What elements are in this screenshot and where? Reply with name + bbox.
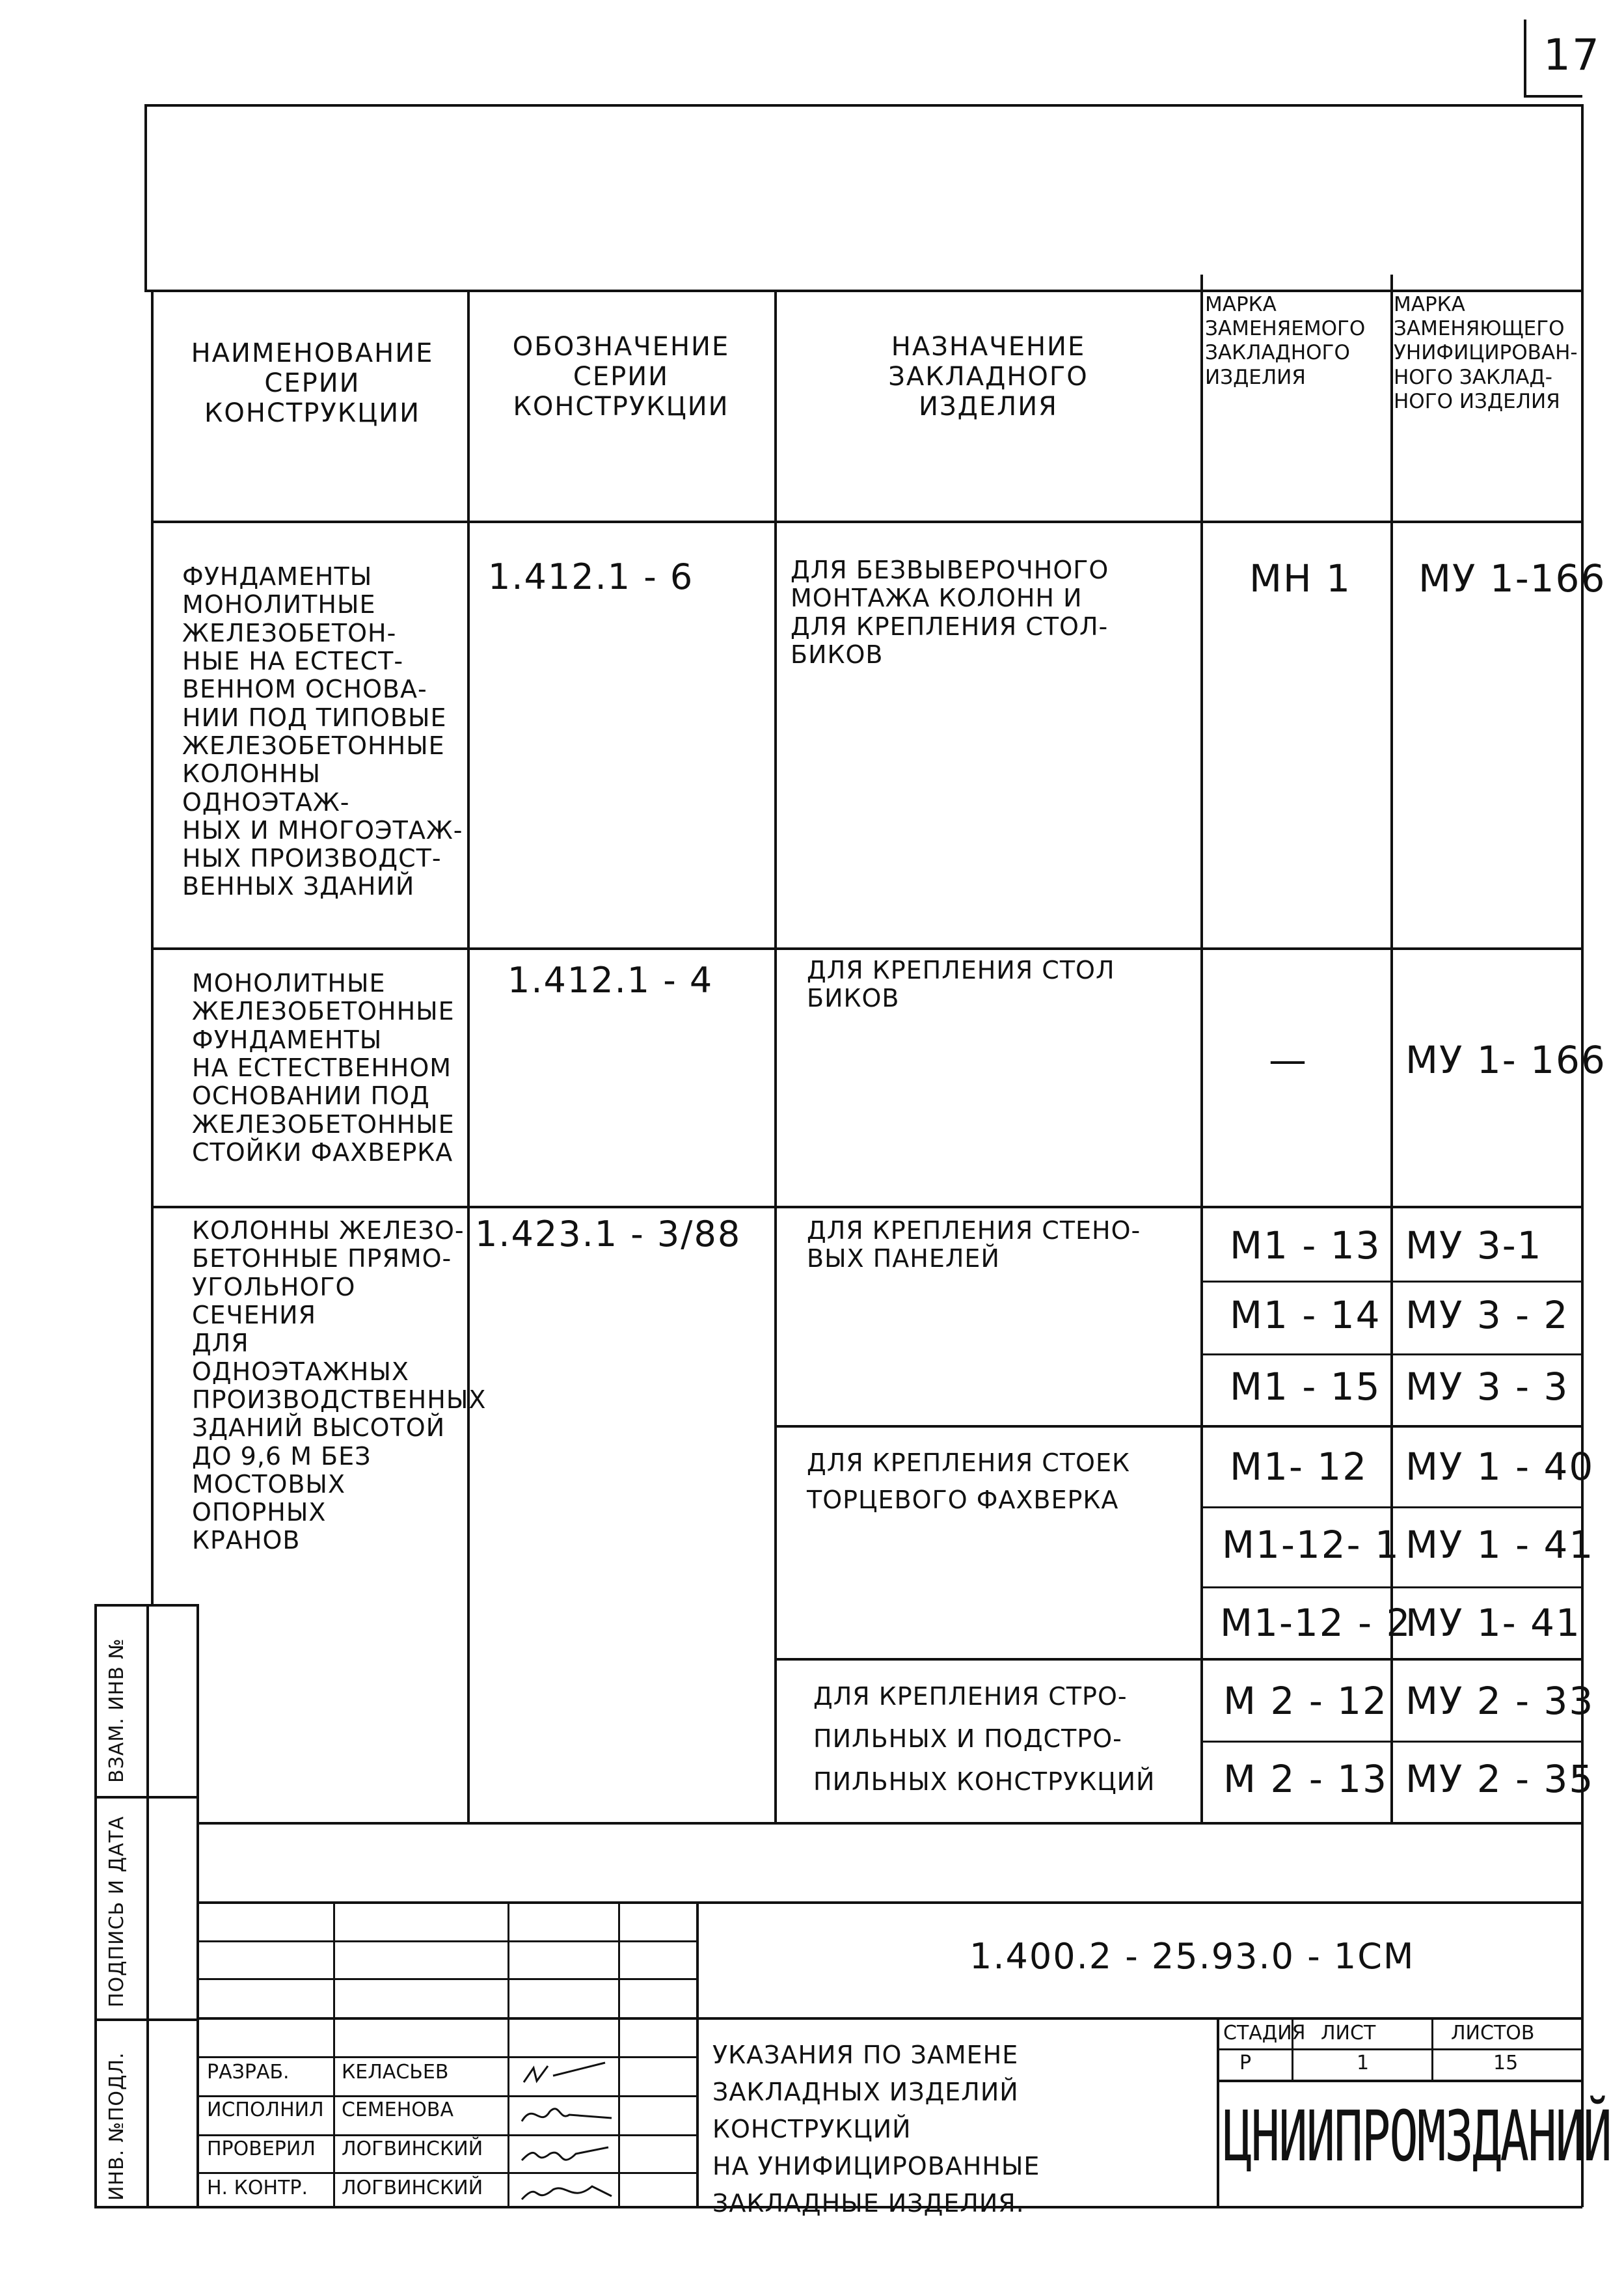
group-line-1	[774, 1425, 1582, 1428]
mark-replacing: МУ 1 - 40	[1405, 1445, 1595, 1489]
header-top-line	[144, 290, 1582, 292]
row1-replaced-mark: МН 1	[1249, 556, 1351, 601]
row2-replacing-mark: МУ 1- 166	[1405, 1038, 1606, 1082]
mark-replacing: МУ 1 - 41	[1405, 1523, 1595, 1567]
row3-group1-purpose: ДЛЯ КРЕПЛЕНИЯ СТЕНО- ВЫХ ПАНЕЛЕЙ	[807, 1216, 1141, 1273]
frame-left-inner	[151, 290, 154, 1604]
mark-line-3	[1200, 1506, 1582, 1508]
tb-col-1	[333, 1901, 335, 2207]
tb-document-code: 1.400.2 - 25.93.0 - 1СМ	[969, 1936, 1415, 1977]
frame-left-upper	[144, 104, 147, 291]
tb-line-f	[196, 2134, 697, 2136]
tb-organization: ЦНИИПРОМЗДАНИЙ	[1223, 2096, 1611, 2177]
row1-series-code: 1.412.1 - 6	[488, 556, 694, 597]
mark-line-5	[1200, 1741, 1582, 1743]
side-stamp-inv-original: ИНВ. №ПОДЛ.	[105, 2052, 128, 2201]
mark-replacing: МУ 2 - 33	[1405, 1679, 1595, 1723]
mark-replacing: МУ 3-1	[1405, 1223, 1543, 1268]
tb-line-e	[196, 2095, 697, 2097]
row3-group2-purpose: ДЛЯ КРЕПЛЕНИЯ СТОЕК ТОРЦЕВОГО ФАХВЕРКА	[807, 1448, 1130, 1514]
tb-stage-label: СТАДИЯ	[1223, 2022, 1306, 2044]
header-series-name: НАИМЕНОВАНИЕ СЕРИИ КОНСТРУКЦИИ	[191, 338, 434, 428]
page-number-box-bottom	[1524, 95, 1582, 98]
table-bottom-line	[196, 1822, 1582, 1825]
tb-title: УКАЗАНИЯ ПО ЗАМЕНЕ ЗАКЛАДНЫХ ИЗДЕЛИЙ КОНСТРУКЦИЙ НА УНИФИЦИРОВАННЫЕ ЗАКЛАДНЫЕ ИЗДЕЛИЯ.	[712, 2041, 1040, 2218]
row2-series-name: МОНОЛИТНЫЕ ЖЕЛЕЗОБЕТОННЫЕ ФУНДАМЕНТЫ НА ЕСТЕСТВЕННОМ ОСНОВАНИИ ПОД ЖЕЛЕЗОБЕТОННЫЕ СТОЙКИ ФАХВЕРКА	[192, 969, 455, 1167]
tb-sheet: 1	[1357, 2052, 1370, 2074]
mark-replaced: М 2 - 13	[1223, 1757, 1388, 1801]
tb-role: ПРОВЕРИЛ	[207, 2138, 316, 2160]
tb-col-2	[508, 1901, 509, 2207]
mark-replaced: М1 - 13	[1230, 1223, 1381, 1268]
side-stamp-replacing-inv: ВЗАМ. ИНВ №	[105, 1638, 128, 1783]
mark-replaced: М1-12- 1	[1222, 1523, 1400, 1567]
col-line-1	[467, 290, 470, 1824]
mark-line-1	[1200, 1281, 1582, 1283]
mark-replaced: М 2 - 12	[1223, 1679, 1388, 1723]
header-replacing-mark: МАРКА ЗАМЕНЯЮЩЕГО УНИФИЦИРОВАН- НОГО ЗАКЛАД- НОГО ИЗДЕЛИЯ	[1394, 293, 1578, 413]
tb-name: КЕЛАСЬЕВ	[342, 2061, 449, 2084]
frame-top	[144, 104, 1582, 107]
row3-group3-purpose: ДЛЯ КРЕПЛЕНИЯ СТРО- ПИЛЬНЫХ И ПОДСТРО- ПИЛЬНЫХ КОНСТРУКЦИЙ	[813, 1682, 1156, 1796]
tb-sheets: 15	[1493, 2052, 1519, 2074]
header-bottom-line	[151, 521, 1582, 523]
tb-role: ИСПОЛНИЛ	[207, 2099, 324, 2121]
tb-line-c	[196, 2017, 1582, 2020]
tb-stage: Р	[1239, 2052, 1252, 2074]
row2-series-code: 1.412.1 - 4	[508, 960, 714, 1001]
col-line-2	[774, 290, 777, 1824]
mark-replaced: М1-12 - 2	[1220, 1601, 1412, 1645]
tb-col-3	[618, 1901, 620, 2207]
tb-stage-line-1	[1217, 2048, 1582, 2050]
col-line-3	[1200, 275, 1203, 1824]
mark-replacing: МУ 3 - 3	[1405, 1365, 1569, 1409]
tb-role: РАЗРАБ.	[207, 2061, 290, 2084]
tb-stage-col-2	[1431, 2017, 1433, 2080]
header-series-code: ОБОЗНАЧЕНИЕ СЕРИИ КОНСТРУКЦИИ	[512, 332, 730, 422]
tb-name: ЛОГВИНСКИЙ	[342, 2138, 483, 2160]
group-line-2	[774, 1658, 1582, 1661]
mark-replacing: МУ 2 - 35	[1405, 1757, 1595, 1801]
mark-replaced: М1 - 15	[1230, 1365, 1381, 1409]
side-stamp-mid	[146, 1604, 149, 2207]
row-line-2	[151, 1206, 1582, 1208]
mark-line-2	[1200, 1353, 1582, 1355]
row3-series-code: 1.423.1 - 3/88	[475, 1214, 742, 1255]
row2-replaced-mark: —	[1269, 1038, 1308, 1082]
tb-line-a	[196, 1940, 697, 1942]
row1-purpose: ДЛЯ БЕЗВЫВЕРОЧНОГО МОНТАЖА КОЛОНН И ДЛЯ КРЕПЛЕНИЯ СТОЛ- БИКОВ	[791, 556, 1109, 669]
tb-sheets-label: ЛИСТОВ	[1451, 2022, 1535, 2044]
col-line-4	[1390, 275, 1393, 1824]
page-number: 17	[1543, 30, 1601, 80]
side-stamp-left	[94, 1604, 97, 2207]
mark-replaced: М1 - 14	[1230, 1293, 1381, 1337]
row1-replacing-mark: МУ 1-166	[1418, 556, 1606, 601]
tb-sheet-label: ЛИСТ	[1321, 2022, 1376, 2044]
tb-stage-line-2	[1217, 2080, 1582, 2082]
tb-line-d	[196, 2056, 697, 2058]
signatures	[514, 2056, 618, 2206]
side-stamp-signature-date: ПОДПИСЬ И ДАТА	[105, 1815, 128, 2007]
mark-replaced: М1- 12	[1230, 1445, 1368, 1489]
mark-replacing: МУ 3 - 2	[1405, 1293, 1569, 1337]
page-number-box-left	[1524, 20, 1526, 96]
tb-col-4	[696, 1901, 699, 2207]
tb-name: ЛОГВИНСКИЙ	[342, 2177, 483, 2199]
tb-line-top	[196, 1901, 1582, 1904]
frame-left-lower	[196, 1604, 199, 2207]
row-line-1	[151, 947, 1582, 950]
tb-line-g	[196, 2172, 697, 2174]
mark-replacing: МУ 1- 41	[1405, 1601, 1581, 1645]
row2-purpose: ДЛЯ КРЕПЛЕНИЯ СТОЛ БИКОВ	[807, 956, 1115, 1013]
tb-name: СЕМЕНОВА	[342, 2099, 454, 2121]
mark-line-4	[1200, 1586, 1582, 1588]
header-purpose: НАЗНАЧЕНИЕ ЗАКЛАДНОГО ИЗДЕЛИЯ	[888, 332, 1089, 422]
tb-role: Н. КОНТР.	[207, 2177, 308, 2199]
frame-right	[1581, 104, 1584, 2207]
row1-series-name: ФУНДАМЕНТЫ МОНОЛИТНЫЕ ЖЕЛЕЗОБЕТОН- НЫЕ НА ЕСТЕСТ- ВЕННОМ ОСНОВА- НИИ ПОД ТИПОВЫЕ ЖЕЛЕЗОБЕТОННЫЕ КОЛОННЫ ОДНОЭТАЖ- НЫХ И МНОГОЭТАЖ- НЫХ ПРОИЗВОДСТ- ВЕННЫХ ЗДАНИЙ	[182, 562, 463, 901]
tb-line-b	[196, 1978, 697, 1980]
header-replaced-mark: МАРКА ЗАМЕНЯЕМОГО ЗАКЛАДНОГО ИЗДЕЛИЯ	[1205, 293, 1366, 389]
row3-series-name: КОЛОННЫ ЖЕЛЕЗО- БЕТОННЫЕ ПРЯМО- УГОЛЬНОГО СЕЧЕНИЯ ДЛЯ ОДНОЭТАЖНЫХ ПРОИЗВОДСТВЕННЫХ ЗДАНИЙ ВЫСОТОЙ ДО 9,6 М БЕЗ МОСТОВЫХ ОПОРНЫХ КРАНОВ	[192, 1216, 487, 1555]
